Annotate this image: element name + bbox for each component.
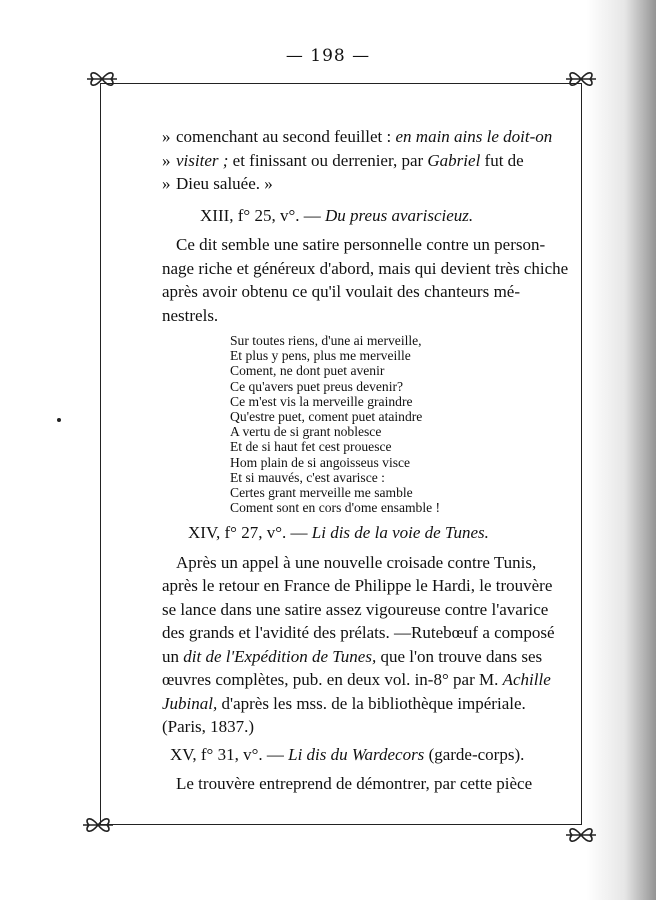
intro-line-2: » visiter ; et finissant ou derrenier, par Gabriel fut de <box>162 150 524 170</box>
section-14-line-3: se lance dans une satire assez vigoureuse contre l'avarice <box>162 599 549 619</box>
poem-line: Coment sont en cors d'ome ensamble ! <box>230 500 441 516</box>
poem-line: Et plus y pens, plus me merveille <box>230 348 411 364</box>
poem-line: Hom plain de si angoisseus visce <box>230 454 411 470</box>
section-15-heading: XV, f° 31, v°. — Li dis du Wardecors (garde-corps). <box>170 744 525 764</box>
poem-line: Certes grant merveille me samble <box>230 485 413 501</box>
section-13-heading: XIII, f° 25, v°. — Du preus avariscieuz. <box>200 205 474 225</box>
section-13-line-4: nestrels. <box>162 305 219 325</box>
poem-line: Ce qu'avers puet preus devenir? <box>230 378 404 394</box>
poem-line: Coment, ne dont puet avenir <box>230 363 385 379</box>
poem-line: Ce m'est vis la merveille graindre <box>230 393 413 409</box>
poem <box>230 333 520 515</box>
intro-line-3: » Dieu saluée. » <box>162 174 273 193</box>
page-number: — 198 — <box>285 46 371 66</box>
poem-line: Et de si haut fet cest prouesce <box>230 439 392 455</box>
section-13-line-1: Ce dit semble une satire personnelle contre un person- <box>176 235 546 254</box>
poem-line: Sur toutes riens, d'une ai merveille, <box>230 333 422 348</box>
section-14-line-1: Après un appel à une nouvelle croisade contre Tunis, <box>176 552 537 572</box>
poem-line: Et si mauvés, c'est avarisce : <box>230 469 385 485</box>
page-edge-shadow <box>586 0 656 900</box>
section-14-line-6: œuvres complètes, pub. en deux vol. in-8° par M. Achille <box>162 670 551 690</box>
section-14-heading: XIV, f° 27, v°. — Li dis de la voie de Tunes. <box>188 523 489 543</box>
page-body <box>162 125 569 796</box>
bottom-right-ornament-icon <box>566 822 596 848</box>
section-14-line-4: des grands et l'avidité des prélats. —Rutebœuf a composé <box>162 623 555 643</box>
poem-line: A vertu de si grant noblesce <box>230 424 382 440</box>
section-14-line-5: un dit de l'Expédition de Tunes, que l'on trouve dans ses <box>162 646 543 666</box>
section-13-line-2: nage riche et généreux d'abord, mais qui devient très chiche <box>162 258 569 278</box>
section-14-line-8: (Paris, 1837.) <box>162 717 255 737</box>
intro-line-1: » comenchant au second feuillet : en main ains le doit-on <box>162 127 553 146</box>
top-right-ornament-icon <box>566 66 596 92</box>
bottom-left-ornament-icon <box>83 812 113 838</box>
ink-dot <box>57 418 61 422</box>
poem-line: Qu'estre puet, coment puet ataindre <box>230 409 423 425</box>
section-15-line-1: Le trouvère entreprend de démontrer, par cette pièce <box>176 774 533 794</box>
section-13-line-3: après avoir obtenu ce qu'il voulait des chanteurs mé- <box>162 282 520 301</box>
top-left-ornament-icon <box>87 66 117 92</box>
section-14-line-2: après le retour en France de Philippe le Hardi, le trouvère <box>162 576 553 596</box>
section-14-line-7: Jubinal, d'après les mss. de la bibliothèque impériale. <box>162 693 526 713</box>
